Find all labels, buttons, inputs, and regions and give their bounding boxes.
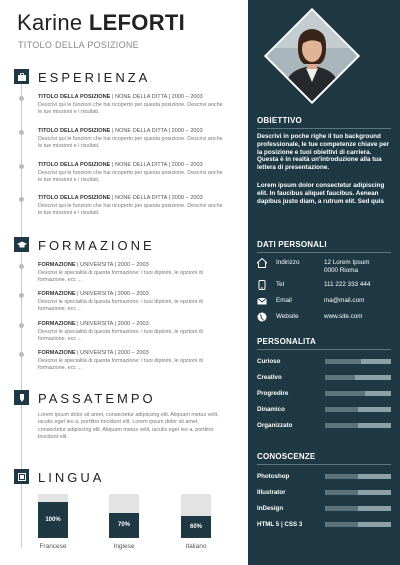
entry-header [38, 321, 228, 328]
entry-meta: | NONE DELLA DITTA | 2000 – 2003 [110, 94, 203, 100]
skill-level [325, 359, 361, 364]
sidebar [248, 0, 400, 565]
info-label: Website [276, 313, 299, 320]
knowledge-item [257, 521, 391, 529]
entry-title: FORMAZIONE [38, 321, 76, 327]
divider [257, 252, 391, 253]
entry-description: Descrivi qui le funzioni che hai ricoperto per questa posizione. Descrivi anche le tue missioni e i risultati. [38, 170, 223, 183]
skill-label: Photoshop [257, 473, 290, 480]
entry-meta: | NONE DELLA DITTA | 2000 – 2003 [110, 162, 203, 168]
language-item [181, 494, 211, 550]
divider [257, 128, 391, 129]
personal-data-heading: DATI PERSONALI [257, 240, 327, 249]
language-item [38, 494, 68, 550]
flag-icon [14, 469, 29, 484]
skill-bar [325, 490, 391, 495]
objective-heading: OBIETTIVO [257, 116, 302, 125]
timeline-dot [19, 96, 24, 101]
entry-title: FORMAZIONE [38, 350, 76, 356]
experience-entry [38, 162, 228, 184]
entry-title: TITOLO DELLA POSIZIONE [38, 162, 111, 168]
experience-entry [38, 94, 228, 116]
skill-label: Illustrator [257, 489, 286, 496]
entry-meta: | UNIVERSITA | 2000 – 2003 [75, 350, 149, 356]
skill-label: Organizzato [257, 422, 293, 429]
pen-icon [14, 390, 29, 405]
objective-text: Descrivi in poche righe il tuo background professionale, le tue competenze chiave per la posizione e tuoi obiettivi di carriera. Questa è in realtà un'introduzione alla tua lettera di presentazione. [257, 133, 389, 172]
position-title: TITOLO DELLA POSIZIONE [18, 40, 139, 50]
info-label: Tel [276, 281, 285, 288]
skill-label: Progredire [257, 390, 289, 397]
timeline-dot [19, 323, 24, 328]
language-level: 100% [38, 502, 68, 538]
entry-header [38, 162, 228, 169]
skill-label: Creativo [257, 374, 282, 381]
entry-header [38, 195, 228, 202]
entry-title: TITOLO DELLA POSIZIONE [38, 128, 111, 134]
entry-meta: | NONE DELLA DITTA | 2000 – 2003 [110, 128, 203, 134]
language-bar [38, 494, 68, 538]
profile-photo [264, 8, 360, 104]
divider [257, 464, 391, 465]
skill-bar [325, 359, 391, 364]
language-bar [109, 494, 139, 538]
entry-meta: | UNIVERSITA | 2000 – 2003 [75, 262, 149, 268]
skill-level [325, 522, 358, 527]
email-icon [257, 296, 267, 306]
language-bar [181, 494, 211, 538]
divider [257, 349, 391, 350]
info-value: 12 Lorem Ipsum 0000 Rioma [324, 259, 370, 274]
education-entry [38, 262, 228, 284]
info-label: Indirizzo [276, 259, 300, 266]
skill-bar [325, 375, 391, 380]
info-label: Email [276, 297, 292, 304]
education-entry [38, 291, 228, 313]
portrait-image [267, 11, 358, 102]
personality-heading: PERSONALITA [257, 337, 316, 346]
entry-title: FORMAZIONE [38, 262, 76, 268]
objective-extra-text: Lorem ipsum dolor consectetur adipiscing elit. In faucibus aliquet faucibus. Aenean dapibus justo diam, a rutrum elit. Sed quis [257, 182, 385, 205]
graduation-cap-icon [14, 237, 29, 252]
entry-header [38, 350, 228, 357]
entry-header [38, 94, 228, 101]
skill-bar [325, 391, 391, 396]
entry-description: Descrivi qui le funzioni che hai ricoperto per questa posizione. Descrivi anche le tue missioni e i risultati. [38, 102, 223, 115]
skill-bar [325, 506, 391, 511]
personality-item [257, 358, 391, 366]
education-entry [38, 350, 228, 372]
personality-item [257, 406, 391, 414]
language-level: 60% [181, 516, 211, 538]
skill-level [325, 407, 358, 412]
knowledge-item [257, 505, 391, 513]
entry-title: TITOLO DELLA POSIZIONE [38, 94, 111, 100]
languages-heading: LINGUA [38, 470, 105, 485]
skill-level [325, 423, 358, 428]
entry-description: Descrivi le specialità di questa formazione: i tuoi diplomi, le opzioni di formazione, ecc ... [38, 270, 203, 283]
first-name: Karine [17, 10, 83, 35]
timeline-dot [19, 264, 24, 269]
timeline-dot [19, 352, 24, 357]
entry-meta: | NONE DELLA DITTA | 2000 – 2003 [110, 195, 203, 201]
education-heading: FORMAZIONE [38, 238, 155, 253]
experience-entry [38, 195, 228, 217]
experience-heading: ESPERIENZA [38, 70, 151, 85]
experience-entry [38, 128, 228, 150]
timeline-dot [19, 130, 24, 135]
entry-description: Descrivi qui le funzioni che hai ricoperto per questa posizione. Descrivi anche le tue missioni e i risultati. [38, 136, 223, 149]
info-value: ma@mail.com [324, 297, 365, 304]
skill-level [325, 506, 358, 511]
entry-description: Descrivi le specialità di questa formazione: i tuoi diplomi, le opzioni di formazione, ecc ... [38, 299, 203, 312]
entry-description: Descrivi qui le funzioni che hai ricoperto per questa posizione. Descrivi anche le tue missioni e i risultati. [38, 203, 223, 216]
skill-bar [325, 423, 391, 428]
entry-title: TITOLO DELLA POSIZIONE [38, 195, 111, 201]
timeline-dot [19, 197, 24, 202]
skill-label: InDesign [257, 505, 284, 512]
skill-label: HTML 5 | CSS 3 [257, 521, 303, 528]
personality-item [257, 390, 391, 398]
entry-header [38, 128, 228, 135]
skill-label: Dinamico [257, 406, 285, 413]
entry-meta: | UNIVERSITA | 2000 – 2003 [75, 321, 149, 327]
skill-bar [325, 474, 391, 479]
entry-header [38, 291, 228, 298]
phone-icon [257, 280, 267, 290]
hobbies-heading: PASSATEMPO [38, 391, 156, 406]
home-icon [257, 258, 267, 268]
info-value: www.site.com [324, 313, 363, 320]
skill-bar [325, 522, 391, 527]
entry-description: Descrivi le specialità di questa formazione: i tuoi diplomi, le opzioni di formazione, ecc ... [38, 329, 203, 342]
last-name: LEFORTI [88, 10, 186, 35]
skill-bar [325, 407, 391, 412]
skill-level [325, 375, 355, 380]
timeline-dot [19, 293, 24, 298]
education-entry [38, 321, 228, 343]
entry-meta: | UNIVERSITA | 2000 – 2003 [75, 291, 149, 297]
knowledge-heading: CONOSCENZE [257, 452, 316, 461]
entry-title: FORMAZIONE [38, 291, 76, 297]
language-name: Francese [39, 543, 67, 550]
skill-level [325, 474, 358, 479]
entry-description: Descrivi le specialità di questa formazione: i tuoi diplomi, le opzioni di formazione, ecc ... [38, 358, 203, 371]
knowledge-item [257, 473, 391, 481]
personality-item [257, 374, 391, 382]
briefcase-icon [14, 69, 29, 84]
language-item [109, 494, 139, 550]
skill-level [325, 391, 365, 396]
candidate-name [17, 10, 185, 36]
skill-level [325, 490, 358, 495]
language-level: 70% [109, 513, 139, 538]
info-value: 111 222 333 444 [324, 281, 371, 288]
personality-item [257, 422, 391, 430]
skill-label: Curioso [257, 358, 281, 365]
entry-header [38, 262, 228, 269]
hobbies-description: Lorem ipsum dolor sit amet, consectetur adipiscing elit. Aliquam metus velit, iaculis eget leo a, porttitor tincidunt elit. Lorem ipsum dolor sit amet, consectetur adipiscing elit. Aliquam metus velit, iaculis eget leo a, porttitor tincidunt elit. [38, 412, 219, 441]
timeline-dot [19, 164, 24, 169]
language-name: Italiano [185, 543, 207, 550]
language-name: Inglese [113, 543, 135, 550]
knowledge-item [257, 489, 391, 497]
globe-icon [257, 312, 267, 322]
